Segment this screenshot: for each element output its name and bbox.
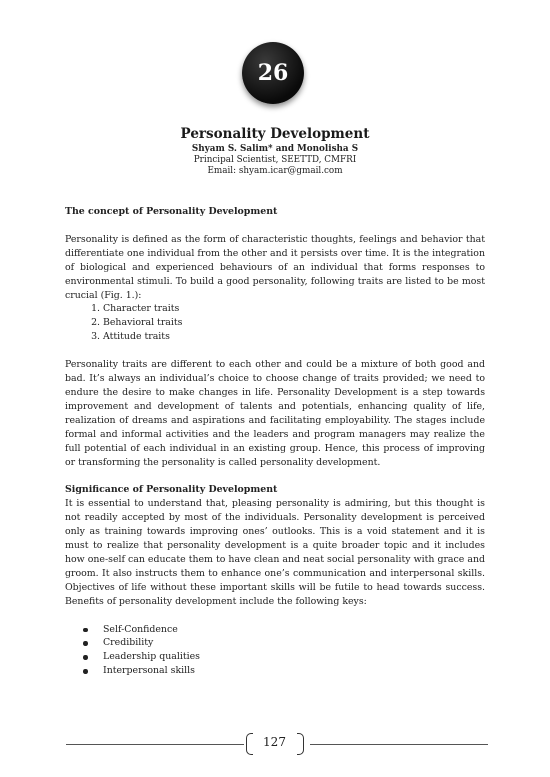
- paragraph-definition: Personality is defined as the form of characteristic thoughts, feelings and behavior that differentiate one individual from the other and it persists over time. It is the integration of biological and experienced behaviours of an individual that forms responses to environmental stimuli. To build a good personality, following traits are listed to be most crucial (Fig. 1.):: [65, 233, 485, 301]
- list-item: 1. Character traits: [103, 302, 485, 316]
- footer-rule-left: [66, 744, 244, 745]
- affiliation: Principal Scientist, SEETTD, CMFRI: [193, 155, 357, 165]
- traits-list: [65, 302, 485, 344]
- paragraph-significance: It is essential to understand that, pleasing personality is admiring, but this thought is not readily accepted by most of the individuals. Personality development is perceived only as training towards improving ones’ outlooks. This is a void statement and it is must to realize that personality development is a quite broader topic and it includes how one-self can educate them to have clean and neat social personality with grace and groom. It also instructs them to enhance one’s communication and interpersonal skills. Objectives of life without these important skills will be futile to head towards success. Benefits of personality development include the following keys:: [65, 498, 485, 607]
- list-item: Interpersonal skills: [103, 664, 485, 678]
- page-number-bracket-right: [297, 733, 304, 755]
- chapter-header: [0, 126, 550, 176]
- section-heading-concept: The concept of Personality Development: [65, 206, 278, 217]
- list-item: 2. Behavioral traits: [103, 316, 485, 330]
- list-item: Credibility: [103, 636, 485, 650]
- section-heading-significance: Significance of Personality Development: [65, 484, 278, 496]
- page-number: 127: [263, 735, 286, 749]
- chapter-number-badge: [242, 42, 304, 104]
- paragraph-traits: Personality traits are different to each other and could be a mixture of both good and bad. It’s always an individual’s choice to choose change of traits provided; we need to endure the desire to make changes in life. Personality Development is a step towards improvement and development of talents and potentials, enhancing quality of life, realization of dreams and aspirations and facilitating employability. The stages include formal and informal activities and the leaders and program managers may realize the full potential of each individual in an existing group. Hence, this process of improving or transforming the personality is called personality development.: [65, 359, 485, 468]
- footer-rule-right: [310, 744, 488, 745]
- page-title: Personality Development: [180, 126, 370, 142]
- chapter-number: 26: [257, 60, 289, 86]
- list-item: Self-Confidence: [103, 623, 485, 637]
- authors: Shyam S. Salim* and Monolisha S: [191, 144, 359, 154]
- main-content: [65, 205, 485, 678]
- list-item: 3. Attitude traits: [103, 330, 485, 344]
- benefits-list: [65, 623, 485, 679]
- email: Email: shyam.icar@gmail.com: [207, 166, 343, 176]
- list-item: Leadership qualities: [103, 650, 485, 664]
